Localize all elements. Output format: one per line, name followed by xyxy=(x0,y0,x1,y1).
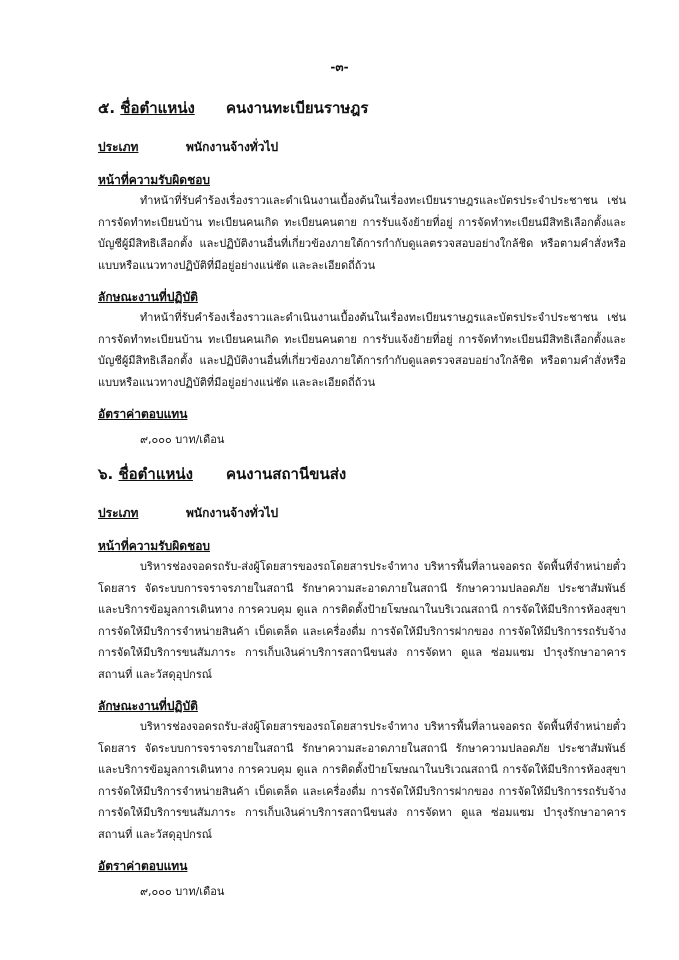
position-number-and-label xyxy=(98,462,226,486)
salary-heading: อัตราค่าตอบแทน xyxy=(98,859,188,873)
position-name: คนงานสถานีขนส่ง xyxy=(226,465,347,483)
work-heading: ลักษณะงานที่ปฏิบัติ xyxy=(98,699,198,713)
position-type-value: พนักงานจ้างทั่วไป xyxy=(186,506,279,520)
position-title-label: ชื่อตำแหน่ง xyxy=(118,465,193,483)
salary-value: ๙,๐๐๐ บาท/เดือน xyxy=(140,433,225,446)
position-number: ๖. xyxy=(98,465,114,483)
duties-heading: หน้าที่ความรับผิดชอบ xyxy=(98,173,211,187)
position-type-value: พนักงานจ้างทั่วไป xyxy=(186,140,279,154)
position-number-and-label xyxy=(98,96,226,120)
position-type-row xyxy=(98,504,626,523)
salary-heading: อัตราค่าตอบแทน xyxy=(98,407,188,421)
position-number: ๕. xyxy=(98,99,116,117)
page-number: -๓- xyxy=(330,60,349,74)
duties-paragraph: บริหารช่องจอดรถรับ-ส่งผู้โดยสารของรถโดยสารประจำทาง บริหารพื้นที่ลานจอดรถ จัดพื้นที่จำหน่ายตั๋วโดยสาร จัดระบบการจราจรภายในสถานี รักษาความสะอาดภายในสถานี รักษาความปลอดภัย ประชาสัมพันธ์และบริการข้อมูลการเดินทาง การควบคุม ดูแล การติดตั้งป้ายโฆษณาในบริเวณสถานี การจัดให้มีบริการห้องสุขา การจัดให้มีบริการจำหน่ายสินค้า เบ็ดเตล็ด และเครื่องดื่ม การจัดให้มีบริการฝากของ การจัดให้มีบริการรถรับจ้าง การจัดให้มีบริการขนสัมภาระ การเก็บเงินค่าบริการสถานีขนส่ง การจัดหา ดูแล ซ่อมแซม บำรุงรักษาอาคาร สถานที่ และวัสดุอุปกรณ์ xyxy=(98,560,626,681)
salary-value: ๙,๐๐๐ บาท/เดือน xyxy=(140,885,225,898)
work-paragraph: บริหารช่องจอดรถรับ-ส่งผู้โดยสารของรถโดยสารประจำทาง บริหารพื้นที่ลานจอดรถ จัดพื้นที่จำหน่ายตั๋วโดยสาร จัดระบบการจราจรภายในสถานี รักษาความสะอาดภายในสถานี รักษาความปลอดภัย ประชาสัมพันธ์และบริการข้อมูลการเดินทาง การควบคุม ดูแล การติดตั้งป้ายโฆษณาในบริเวณสถานี การจัดให้มีบริการห้องสุขา การจัดให้มีบริการจำหน่ายสินค้า เบ็ดเตล็ด และเครื่องดื่ม การจัดให้มีบริการฝากของ การจัดให้มีบริการรถรับจ้าง การจัดให้มีบริการขนสัมภาระ การเก็บเงินค่าบริการสถานีขนส่ง การจัดหา ดูแล ซ่อมแซม บำรุงรักษาอาคาร สถานที่ และวัสดุอุปกรณ์ xyxy=(98,720,626,841)
work-paragraph: ทำหน้าที่รับคำร้องเรื่องราวและดำเนินงานเบื้องต้นในเรื่องทะเบียนราษฎรและบัตรประจำประชาชน เช่น การจัดทำทะเบียนบ้าน ทะเบียนคนเกิด ทะเบียนคนตาย การรับแจ้งย้ายที่อยู่ การจัดทำทะเบียนมีสิทธิเลือกตั้งและบัญชีผู้มีสิทธิเลือกตั้ง และปฏิบัติงานอื่นที่เกี่ยวข้องภายใต้การกำกับดูแลตรวจสอบอย่างใกล้ชิด หรือตามคำสั่งหรือแบบหรือแนวทางปฏิบัติที่มีอยู่อย่างแน่ชัด และละเอียดถี่ถ้วน xyxy=(98,311,626,389)
duties-paragraph: ทำหน้าที่รับคำร้องเรื่องราวและดำเนินงานเบื้องต้นในเรื่องทะเบียนราษฎรและบัตรประจำประชาชน เช่น การจัดทำทะเบียนบ้าน ทะเบียนคนเกิด ทะเบียนคนตาย การรับแจ้งย้ายที่อยู่ การจัดทำทะเบียนมีสิทธิเลือกตั้งและบัญชีผู้มีสิทธิเลือกตั้ง และปฏิบัติงานอื่นที่เกี่ยวข้องภายใต้การกำกับดูแลตรวจสอบอย่างใกล้ชิด หรือตามคำสั่งหรือแบบหรือแนวทางปฏิบัติที่มีอยู่อย่างแน่ชัด และละเอียดถี่ถ้วน xyxy=(98,194,626,272)
position-type-label: ประเภท xyxy=(98,140,139,154)
position-title-label: ชื่อตำแหน่ง xyxy=(120,99,195,117)
duties-heading: หน้าที่ความรับผิดชอบ xyxy=(98,539,211,553)
position-section-6 xyxy=(98,462,626,900)
position-title-row xyxy=(98,96,626,120)
position-type-row xyxy=(98,138,626,157)
position-name: คนงานทะเบียนราษฎร xyxy=(226,99,369,117)
position-title-row xyxy=(98,462,626,486)
work-heading: ลักษณะงานที่ปฏิบัติ xyxy=(98,290,198,304)
position-section-5 xyxy=(98,96,626,448)
position-type-label: ประเภท xyxy=(98,506,139,520)
